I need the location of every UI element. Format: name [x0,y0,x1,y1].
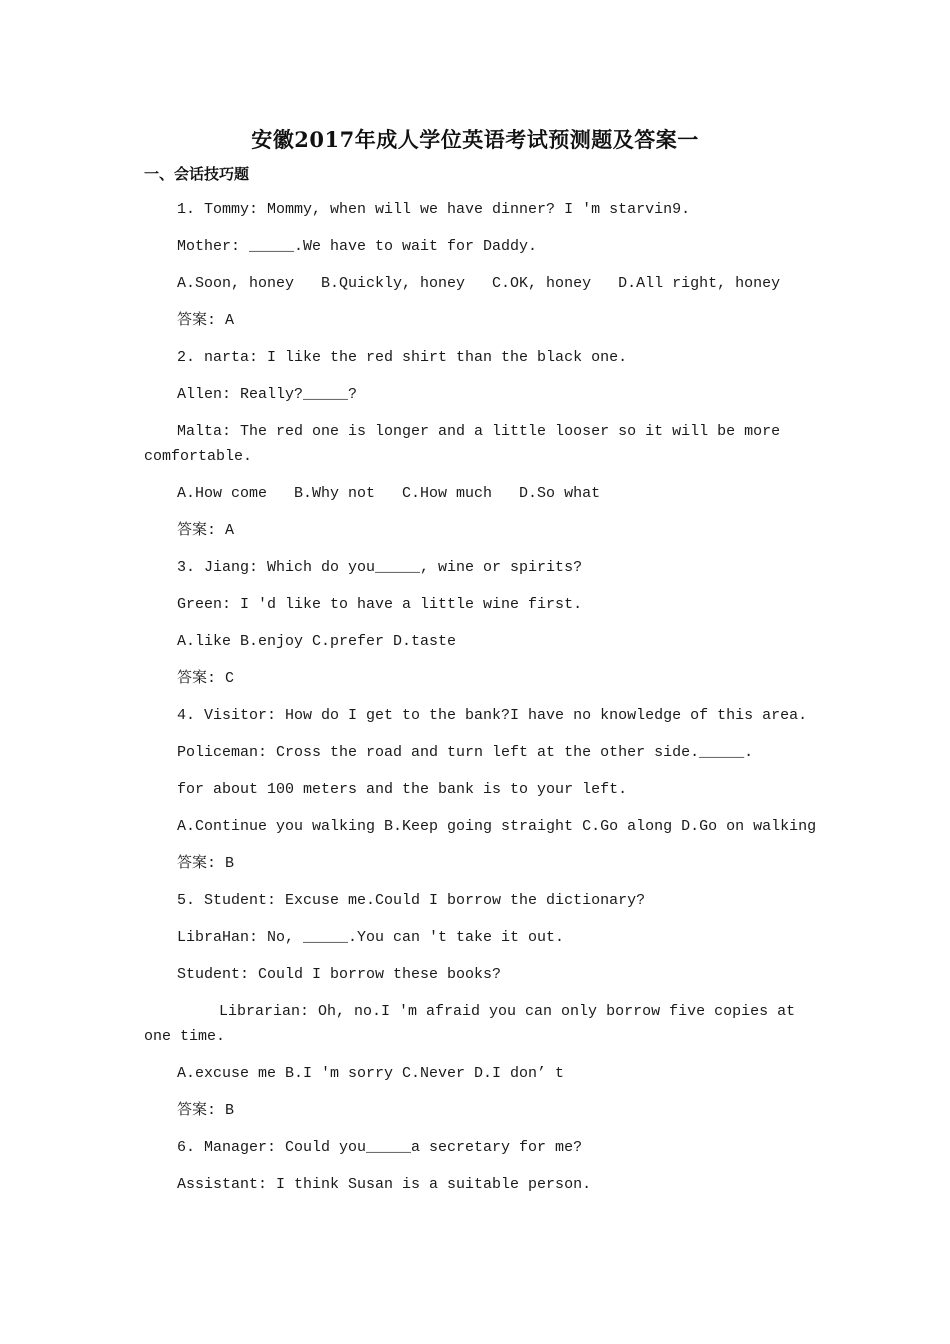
dialogue-line: Assistant: I think Susan is a suitable person. [177,1176,592,1193]
dialogue-line: Mother: _____.We have to wait for Daddy. [177,238,538,255]
options-line: A.Continue you walking B.Keep going straight C.Go along D.Go on walking [177,818,817,835]
dialogue-line: for about 100 meters and the bank is to your left. [177,781,628,798]
dialogue-line: Librarian: Oh, no.I 'm afraid you can only borrow five copies at one time. [144,1003,796,1045]
answer-line: 答案: A [177,522,235,539]
dialogue-line: Allen: Really?_____? [177,386,358,403]
question-line: 1. Tommy: Mommy, when will we have dinner? I 'm starvin9. [177,201,691,218]
question-line: 5. Student: Excuse me.Could I borrow the dictionary? [177,892,646,909]
section-heading: 一、会话技巧题 [144,165,250,183]
document-title: 安徽2017年成人学位英语考试预测题及答案一 [251,127,699,152]
question-line: 2. narta: I like the red shirt than the black one. [177,349,628,366]
options-line: A.How come B.Why not C.How much D.So what [177,485,601,502]
options-line: A.excuse me B.I 'm sorry C.Never D.I don’ t [177,1065,565,1082]
question-line: 4. Visitor: How do I get to the bank?I have no knowledge of this area. [177,707,808,724]
dialogue-line: Malta: The red one is longer and a little looser so it will be more comfortable. [144,423,781,465]
answer-line: 答案: C [177,670,235,687]
options-line: A.Soon, honey B.Quickly, honey C.OK, honey D.All right, honey [177,275,781,292]
dialogue-line: Green: I 'd like to have a little wine first. [177,596,583,613]
options-line: A.like B.enjoy C.prefer D.taste [177,633,457,650]
question-line: 6. Manager: Could you_____a secretary for me? [177,1139,583,1156]
dialogue-line: Student: Could I borrow these books? [177,966,502,983]
answer-line: 答案: B [177,1102,235,1119]
answer-line: 答案: A [177,312,235,329]
answer-line: 答案: B [177,855,235,872]
dialogue-line: LibraHan: No, _____.You can 't take it out. [177,929,565,946]
question-body [144,197,817,1209]
dialogue-line: Policeman: Cross the road and turn left at the other side._____. [177,744,754,761]
question-line: 3. Jiang: Which do you_____, wine or spirits? [177,559,583,576]
